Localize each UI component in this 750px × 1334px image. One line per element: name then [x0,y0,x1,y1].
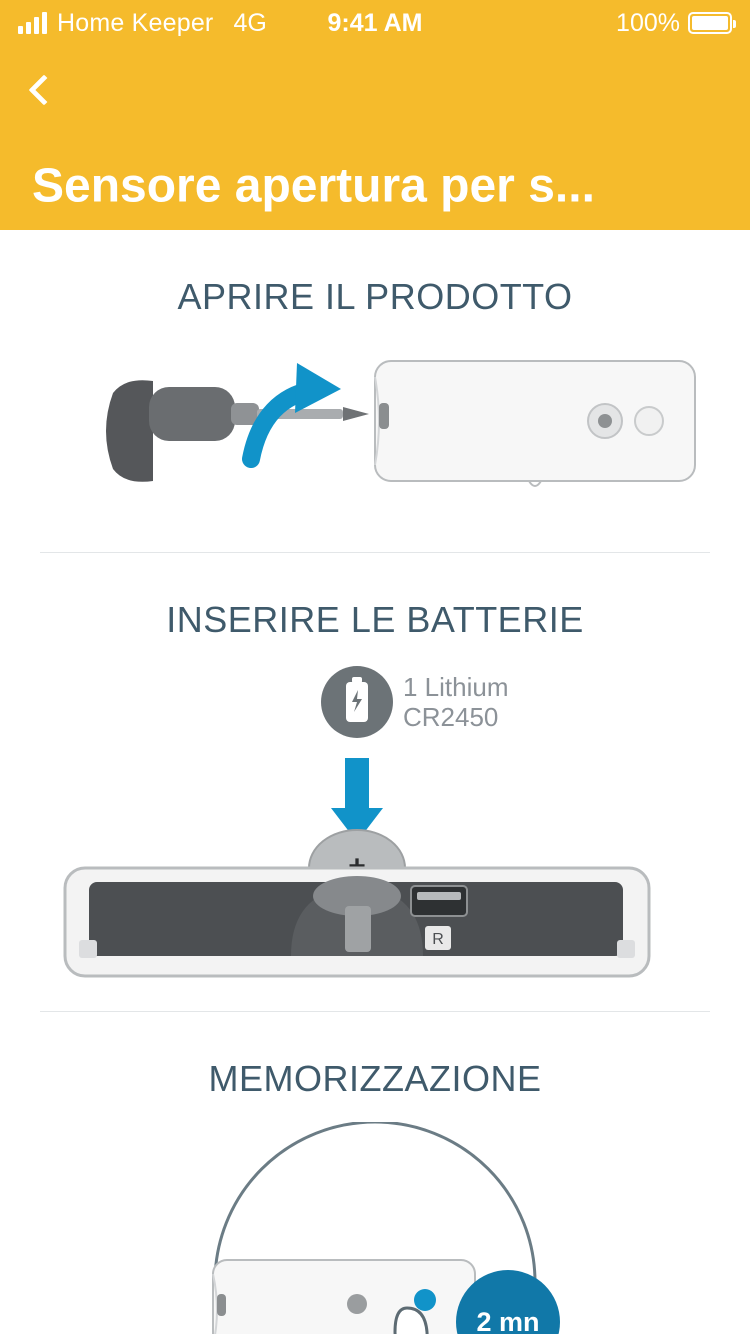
status-bar-left [18,9,267,38]
signal-bars-icon [18,12,47,34]
instructions-content [0,230,750,1334]
status-bar-right [616,9,732,38]
back-button[interactable] [14,60,74,120]
battery-full-icon [688,12,732,34]
section-title: MEMORIZZAZIONE [208,1058,542,1099]
section-title: INSERIRE LE BATTERIE [166,599,584,640]
carrier-label: Home Keeper [57,8,214,37]
app-header [0,46,750,230]
status-bar [0,0,750,46]
section-title: APRIRE IL PRODOTTO [177,276,573,317]
section-open-product [0,230,750,553]
svg-text:CR2450: CR2450 [403,702,499,732]
battery-insertion-illustration [0,657,750,993]
page-title: Sensore apertura per s... [32,159,595,213]
network-type-label: 4G [233,8,267,37]
clock-label: 9:41 AM [327,8,423,37]
timer-badge: 2 mn [456,1270,560,1334]
svg-text:R: R [432,931,444,948]
press-button-illustration [0,1122,750,1334]
svg-text:1 Lithium: 1 Lithium [403,672,509,702]
battery-cell-icon [321,666,393,738]
chevron-left-icon [28,74,59,105]
section-memorization [0,1012,750,1334]
battery-percent-label: 100% [616,8,680,37]
screwdriver-opening-device-illustration [0,340,750,536]
section-insert-batteries [0,553,750,1012]
